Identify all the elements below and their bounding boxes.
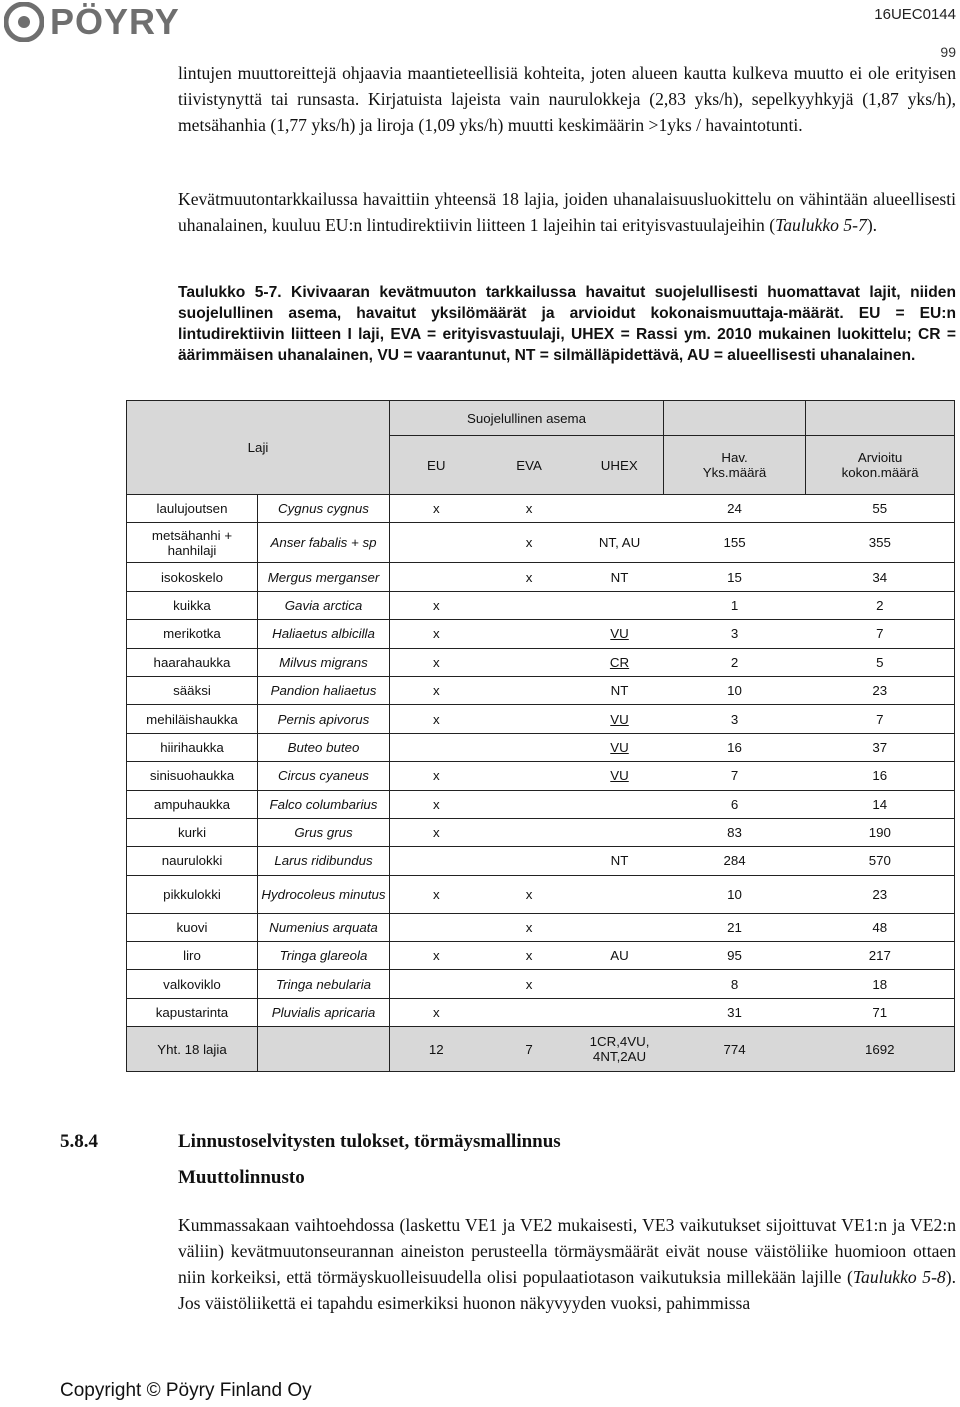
eu-status: x	[390, 762, 483, 790]
paragraph-3-end: ). Jos väistöliikettä ei tapahdu esimerkiksi huonon näkyvyyden vuoksi, pahimmissa	[178, 1267, 956, 1313]
eva-status	[483, 676, 576, 704]
section-title: Linnustoselvitysten tulokset, törmäysmallinnus	[178, 1131, 561, 1152]
eva-status	[483, 705, 576, 733]
paragraph-3-text: Kummassakaan vaihtoehdossa (laskettu VE1 ja VE2 mukaisesti, VE3 vaikutukset sijoittuvat VE1:n ja VE2:n väliin) kevätmuutonseurannan aineiston perusteella törmäysmäärät eivät nouse väistöliike huomioon ottaen niin korkeiksi, että törmäyskuolleisuudella olisi populaatiotason vaikutuksia millekään lajille (	[178, 1215, 956, 1287]
uhex-status: VU	[576, 705, 664, 733]
table-row	[127, 998, 955, 1026]
eu-status	[390, 523, 483, 563]
observed-count: 3	[664, 705, 806, 733]
col-arv-line1: Arvioitu	[857, 450, 903, 465]
paragraph-1: lintujen muuttoreittejä ohjaavia maantieteellisiä kohteita, joten alueen kautta kulkeva muutto ei ole erityisen tiivistynyttä tai runsasta. Kirjatuista lajeista vain naurulokkeja (2,83 yks/h), sepelkyyhkyjä (1,87 yks/h), metsähanhia (1,77 yks/h) ja liroja (1,09 yks/h) muutti keskimäärin >1yks / havaintotunti.	[178, 63, 956, 135]
eu-status: x	[390, 705, 483, 733]
uhex-status: NT, AU	[576, 523, 664, 563]
eva-status: x	[483, 563, 576, 591]
uhex-status: VU	[576, 733, 664, 761]
estimated-total: 217	[806, 942, 955, 970]
poyry-swirl-icon	[4, 2, 44, 42]
col-eu-header: EU	[390, 436, 483, 495]
species-finnish-name: naurulokki	[127, 847, 258, 875]
estimated-total: 570	[806, 847, 955, 875]
eu-status: x	[390, 942, 483, 970]
eva-status	[483, 998, 576, 1026]
eu-status	[390, 563, 483, 591]
eva-status	[483, 620, 576, 648]
species-scientific-name: Gavia arctica	[258, 591, 390, 619]
species-finnish-name: merikotka	[127, 620, 258, 648]
table-row	[127, 875, 955, 913]
species-scientific-name: Mergus merganser	[258, 563, 390, 591]
eu-status: x	[390, 676, 483, 704]
eu-status	[390, 970, 483, 998]
table-row	[127, 620, 955, 648]
page-number: 99	[940, 44, 956, 60]
estimated-total: 14	[806, 790, 955, 818]
eu-status: x	[390, 591, 483, 619]
species-finnish-name: kuikka	[127, 591, 258, 619]
table-total-row	[127, 1027, 955, 1072]
uhex-status: VU	[576, 620, 664, 648]
eu-status: x	[390, 875, 483, 913]
protection-status-header: Suojelullinen asema	[390, 401, 664, 436]
uhex-status: CR	[576, 648, 664, 676]
col-uhex-header: UHEX	[576, 436, 664, 495]
species-scientific-name: Pandion haliaetus	[258, 676, 390, 704]
eu-status: x	[390, 790, 483, 818]
uhex-status	[576, 495, 664, 523]
total-eva: 7	[483, 1027, 576, 1072]
col-hav-line2: Yks.määrä	[702, 465, 767, 480]
observed-count: 2	[664, 648, 806, 676]
uhex-status	[576, 875, 664, 913]
species-scientific-name: Grus grus	[258, 818, 390, 846]
table-row	[127, 818, 955, 846]
species-finnish-name: sääksi	[127, 676, 258, 704]
eva-status: x	[483, 942, 576, 970]
estimated-total: 355	[806, 523, 955, 563]
estimated-total: 37	[806, 733, 955, 761]
eva-status: x	[483, 970, 576, 998]
uhex-status	[576, 913, 664, 941]
table-row	[127, 523, 955, 563]
species-finnish-name: liro	[127, 942, 258, 970]
species-finnish-name: metsähanhi + hanhilaji	[127, 523, 258, 563]
total-arv: 1692	[806, 1027, 955, 1072]
eu-status: x	[390, 648, 483, 676]
eu-status	[390, 733, 483, 761]
table-row	[127, 733, 955, 761]
species-scientific-name: Falco columbarius	[258, 790, 390, 818]
observed-count: 15	[664, 563, 806, 591]
observed-count: 10	[664, 875, 806, 913]
species-scientific-name: Pernis apivorus	[258, 705, 390, 733]
species-finnish-name: kuovi	[127, 913, 258, 941]
observed-count: 8	[664, 970, 806, 998]
paragraph-2	[178, 186, 956, 238]
eva-status	[483, 733, 576, 761]
observed-count: 3	[664, 620, 806, 648]
species-scientific-name: Pluvialis apricaria	[258, 998, 390, 1026]
paragraph-3	[178, 1212, 956, 1316]
company-logo	[4, 0, 180, 44]
table-row	[127, 790, 955, 818]
species-table-body	[127, 495, 955, 1027]
estimated-total: 48	[806, 913, 955, 941]
species-scientific-name: Tringa nebularia	[258, 970, 390, 998]
eva-status	[483, 648, 576, 676]
table-caption: Taulukko 5-7. Kivivaaran kevätmuuton tarkkailussa havaitut suojelullisesti huomattavat lajit, niiden suojelullinen asema, havaitut yksilömäärät ja arvioidut kokonaismuuttaja-määrät. EU = EU:n lintudirektiivin liitteen I laji, EVA = erityisvastuulaji, UHEX = Rassi ym. 2010 mukainen luokittelu; CR = äärimmäisen uhanalainen, VU = vaarantunut, NT = silmälläpidettävä, AU = alueellisesti uhanalainen.	[178, 284, 956, 364]
species-scientific-name: Hydrocoleus minutus	[258, 875, 390, 913]
species-finnish-name: hiirihaukka	[127, 733, 258, 761]
eva-status	[483, 818, 576, 846]
table-row	[127, 591, 955, 619]
uhex-status	[576, 591, 664, 619]
species-finnish-name: haarahaukka	[127, 648, 258, 676]
species-scientific-name: Tringa glareola	[258, 942, 390, 970]
eva-status	[483, 762, 576, 790]
estimated-total: 7	[806, 620, 955, 648]
species-finnish-name: laulujoutsen	[127, 495, 258, 523]
total-label: Yht. 18 lajia	[127, 1027, 258, 1072]
table-row	[127, 705, 955, 733]
total-uhex	[576, 1027, 664, 1072]
logo-text: PÖYRY	[50, 1, 180, 42]
table-row	[127, 648, 955, 676]
arv-header-spacer	[806, 401, 955, 436]
species-finnish-name: kurki	[127, 818, 258, 846]
estimated-total: 34	[806, 563, 955, 591]
observed-count: 24	[664, 495, 806, 523]
uhex-status	[576, 998, 664, 1026]
estimated-total: 2	[806, 591, 955, 619]
species-finnish-name: kapustarinta	[127, 998, 258, 1026]
estimated-total: 7	[806, 705, 955, 733]
species-finnish-name: isokoskelo	[127, 563, 258, 591]
table-row	[127, 970, 955, 998]
species-finnish-name: valkoviklo	[127, 970, 258, 998]
species-scientific-name: Cygnus cygnus	[258, 495, 390, 523]
estimated-total: 71	[806, 998, 955, 1026]
eu-status: x	[390, 818, 483, 846]
species-table	[126, 400, 955, 1072]
species-scientific-name: Circus cyaneus	[258, 762, 390, 790]
uhex-status: AU	[576, 942, 664, 970]
species-scientific-name: Anser fabalis + sp	[258, 523, 390, 563]
uhex-status: NT	[576, 676, 664, 704]
total-sci-empty	[258, 1027, 390, 1072]
observed-count: 95	[664, 942, 806, 970]
total-uhex-line2: 4NT,2AU	[592, 1049, 647, 1065]
eva-status: x	[483, 523, 576, 563]
species-finnish-name: ampuhaukka	[127, 790, 258, 818]
observed-count: 7	[664, 762, 806, 790]
estimated-total: 23	[806, 676, 955, 704]
observed-count: 16	[664, 733, 806, 761]
section-number: 5.8.4	[60, 1131, 98, 1152]
observed-count: 284	[664, 847, 806, 875]
table-row	[127, 942, 955, 970]
species-finnish-name: sinisuohaukka	[127, 762, 258, 790]
col-eva-header: EVA	[483, 436, 576, 495]
table-row	[127, 676, 955, 704]
eva-status	[483, 847, 576, 875]
table-row	[127, 563, 955, 591]
species-finnish-name: mehiläishaukka	[127, 705, 258, 733]
total-eu: 12	[390, 1027, 483, 1072]
uhex-status	[576, 818, 664, 846]
col-arv-header	[806, 436, 955, 495]
estimated-total: 190	[806, 818, 955, 846]
species-scientific-name: Larus ridibundus	[258, 847, 390, 875]
copyright-footer: Copyright © Pöyry Finland Oy	[60, 1380, 312, 1401]
estimated-total: 18	[806, 970, 955, 998]
estimated-total: 5	[806, 648, 955, 676]
eu-status	[390, 913, 483, 941]
eu-status: x	[390, 495, 483, 523]
eu-status	[390, 847, 483, 875]
col-arv-line2: kokon.määrä	[841, 465, 919, 480]
eva-status	[483, 790, 576, 818]
hav-header-spacer	[664, 401, 806, 436]
table-row	[127, 847, 955, 875]
eu-status: x	[390, 998, 483, 1026]
observed-count: 21	[664, 913, 806, 941]
table-row	[127, 762, 955, 790]
document-code: 16UEC0144	[874, 6, 956, 23]
uhex-status	[576, 790, 664, 818]
eva-status: x	[483, 875, 576, 913]
section-subtitle: Muuttolinnusto	[178, 1167, 305, 1188]
estimated-total: 23	[806, 875, 955, 913]
eva-status: x	[483, 913, 576, 941]
uhex-status: NT	[576, 847, 664, 875]
estimated-total: 55	[806, 495, 955, 523]
eu-status: x	[390, 620, 483, 648]
observed-count: 10	[664, 676, 806, 704]
observed-count: 31	[664, 998, 806, 1026]
table-row	[127, 495, 955, 523]
col-hav-header	[664, 436, 806, 495]
col-laji-header: Laji	[127, 401, 390, 495]
species-scientific-name: Buteo buteo	[258, 733, 390, 761]
col-hav-line1: Hav.	[721, 450, 748, 465]
eva-status: x	[483, 495, 576, 523]
observed-count: 83	[664, 818, 806, 846]
uhex-status: NT	[576, 563, 664, 591]
eva-status	[483, 591, 576, 619]
total-hav: 774	[664, 1027, 806, 1072]
table-row	[127, 913, 955, 941]
paragraph-2-end: ).	[866, 215, 878, 235]
species-scientific-name: Numenius arquata	[258, 913, 390, 941]
species-scientific-name: Milvus migrans	[258, 648, 390, 676]
table-reference-2: Taulukko 5-8	[852, 1267, 946, 1287]
uhex-status	[576, 970, 664, 998]
species-scientific-name: Haliaetus albicilla	[258, 620, 390, 648]
species-finnish-name: pikkulokki	[127, 875, 258, 913]
total-uhex-line1: 1CR,4VU,	[589, 1034, 650, 1050]
observed-count: 1	[664, 591, 806, 619]
uhex-status: VU	[576, 762, 664, 790]
observed-count: 155	[664, 523, 806, 563]
table-reference: Taulukko 5-7	[775, 215, 867, 235]
paragraph-2-text: Kevätmuutontarkkailussa havaittiin yhteensä 18 lajia, joiden uhanalaisuusluokittelu on vähintään alueellisesti uhanalainen, kuuluu EU:n lintudirektiivin liitteen 1 lajeihin tai erityisvastuulajeihin (	[178, 189, 956, 235]
estimated-total: 16	[806, 762, 955, 790]
observed-count: 6	[664, 790, 806, 818]
